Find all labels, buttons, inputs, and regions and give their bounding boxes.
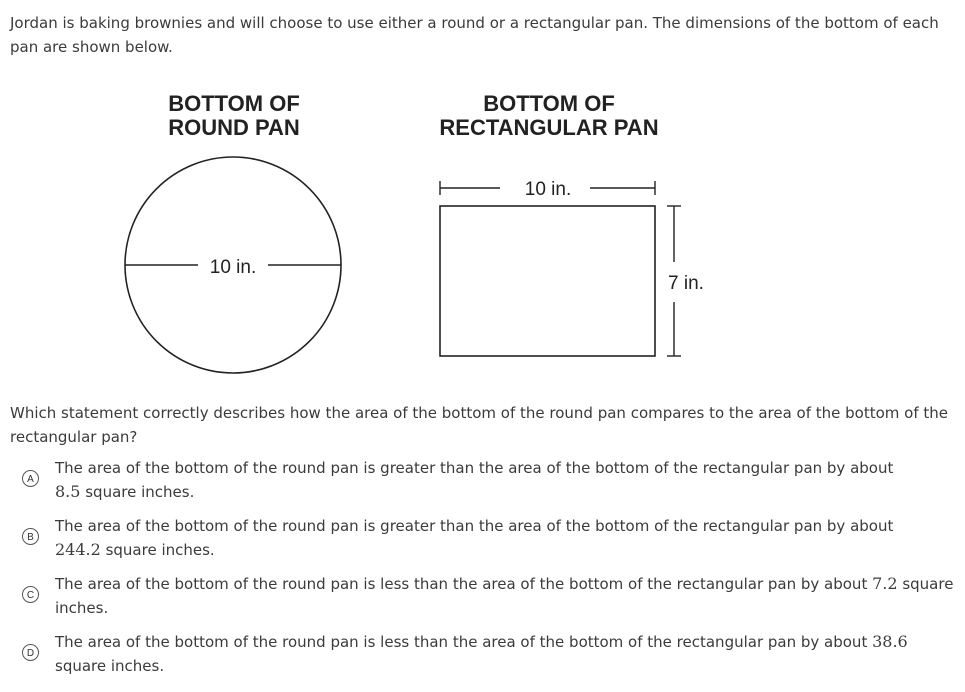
height-label: 7 in. (668, 273, 704, 294)
round-pan-title-line2: ROUND PAN (168, 115, 300, 140)
round-pan-title-line1: BOTTOM OF (168, 91, 300, 116)
diameter-label: 10 in. (209, 257, 257, 278)
rect-pan-rectangle (440, 206, 655, 356)
option-d-text[interactable]: The area of the bottom of the round pan is less than the area of the bottom of the rectangular pan by about 38.6 square inches. (55, 632, 908, 675)
option-b-text[interactable]: The area of the bottom of the round pan is greater than the area of the bottom of the rectangular pan by about 244.2 square inches. (55, 517, 894, 559)
rect-pan-title-line2: RECTANGULAR PAN (439, 115, 659, 140)
option-a-radio[interactable]: A (22, 470, 39, 487)
option-c-text[interactable]: The area of the bottom of the round pan is less than the area of the bottom of the rectangular pan by about 7.2 square inches. (55, 574, 954, 617)
option-b-radio[interactable]: B (22, 528, 39, 545)
intro-text: Jordan is baking brownies and will choose to use either a round or a rectangular pan. The dimensions of the bottom of each pan are shown below. (10, 14, 939, 56)
option-a-text[interactable]: The area of the bottom of the round pan is greater than the area of the bottom of the rectangular pan by about 8.5 square inches. (55, 459, 894, 501)
rect-pan-title-line1: BOTTOM OF (483, 91, 615, 116)
width-label: 10 in. (524, 179, 572, 200)
option-d-radio[interactable]: D (22, 644, 39, 661)
question-text: Which statement correctly describes how the area of the bottom of the round pan compares to the area of the bottom of the rectangular pan? (10, 404, 949, 446)
option-c-radio[interactable]: C (22, 586, 39, 603)
